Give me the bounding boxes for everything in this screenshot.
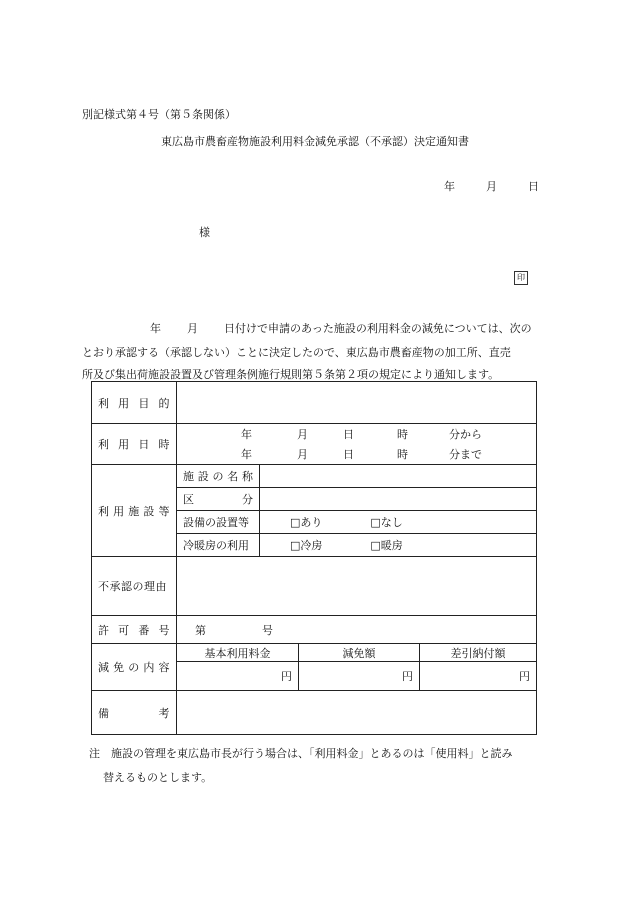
to-month: 月 — [297, 448, 308, 461]
body-line-2: とおり承認する（承認しない）ことに決定したので、東広島市農畜産物の加工所、直売 — [82, 346, 511, 359]
addressee-suffix: 様 — [199, 226, 210, 239]
from-year: 年 — [241, 428, 252, 441]
note-line-2: 替えるものとします。 — [103, 771, 213, 784]
to-year: 年 — [241, 448, 252, 461]
permit-suffix: 号 — [262, 623, 273, 637]
date-year: 年 — [444, 180, 455, 193]
datetime-row — [92, 424, 537, 465]
body-line-3: 所及び集出荷施設設置及び管理条例施行規則第５条第２項の規定により通知します。 — [82, 368, 500, 381]
body-year: 年 — [150, 322, 161, 335]
category-label: 区分 — [183, 493, 253, 506]
to-minute: 分まで — [449, 448, 482, 461]
date-month: 月 — [486, 180, 497, 193]
permit-label: 許可番号 — [98, 623, 170, 637]
to-day: 日 — [343, 448, 354, 461]
fee-exemption-yen: 円 — [299, 662, 420, 691]
category-value — [260, 488, 537, 511]
body-line-1-text: 日付けで申請のあった施設の利用料金の減免については、次の — [224, 322, 532, 335]
fee-basic-yen: 円 — [177, 662, 299, 691]
equipment-yes-checkbox[interactable]: □あり — [290, 516, 323, 529]
reason-value — [177, 557, 537, 616]
fee-header-basic: 基本利用料金 — [177, 644, 299, 662]
equipment-options — [260, 511, 537, 534]
purpose-value — [177, 382, 537, 424]
facility-label: 利用施設等 — [98, 504, 170, 518]
datetime-value — [177, 424, 537, 465]
permit-prefix: 第 — [195, 623, 206, 637]
reason-row — [92, 557, 537, 616]
from-minute: 分から — [449, 428, 482, 441]
permit-value — [177, 616, 537, 644]
fee-header-exemption: 減免額 — [299, 644, 420, 662]
aircon-options — [260, 534, 537, 557]
notice-table — [91, 381, 537, 735]
purpose-row — [92, 382, 537, 424]
reason-label: 不承認の理由 — [98, 580, 167, 593]
fee-payable-yen: 円 — [420, 662, 537, 691]
issue-date — [444, 178, 539, 194]
from-month: 月 — [297, 428, 308, 441]
from-day: 日 — [343, 428, 354, 441]
datetime-label: 利用日時 — [98, 438, 170, 451]
note-line-1: 注 施設の管理を東広島市長が行う場合は、「利用料金」とあるのは「使用料」と読み — [89, 747, 513, 760]
aircon-cool-checkbox[interactable]: □冷房 — [290, 539, 323, 552]
facility-name-row — [92, 465, 537, 488]
facility-name-label: 施設の名称 — [183, 470, 253, 483]
remarks-row — [92, 691, 537, 735]
seal-mark: 印 — [514, 271, 528, 285]
exemption-label: 減免の内容 — [98, 661, 170, 674]
body-line-1 — [82, 320, 532, 336]
fee-header-row — [92, 644, 537, 662]
document-title: 東広島市農畜産物施設利用料金減免承認（不承認）決定通知書 — [161, 135, 469, 148]
from-hour: 時 — [397, 428, 408, 441]
aircon-label: 冷暖房の利用 — [183, 539, 249, 552]
remarks-label: 備考 — [98, 706, 170, 720]
purpose-label: 利用目的 — [98, 396, 170, 410]
permit-row — [92, 616, 537, 644]
to-hour: 時 — [397, 448, 408, 461]
facility-name-value — [260, 465, 537, 488]
equipment-no-checkbox[interactable]: □なし — [370, 516, 403, 529]
fee-header-payable: 差引納付額 — [420, 644, 537, 662]
equipment-label: 設備の設置等 — [183, 516, 249, 529]
aircon-heat-checkbox[interactable]: □暖房 — [370, 539, 403, 552]
form-number: 別記様式第４号（第５条関係） — [82, 108, 236, 121]
date-day: 日 — [528, 180, 539, 193]
remarks-value — [177, 691, 537, 735]
body-month: 月 — [187, 322, 198, 335]
